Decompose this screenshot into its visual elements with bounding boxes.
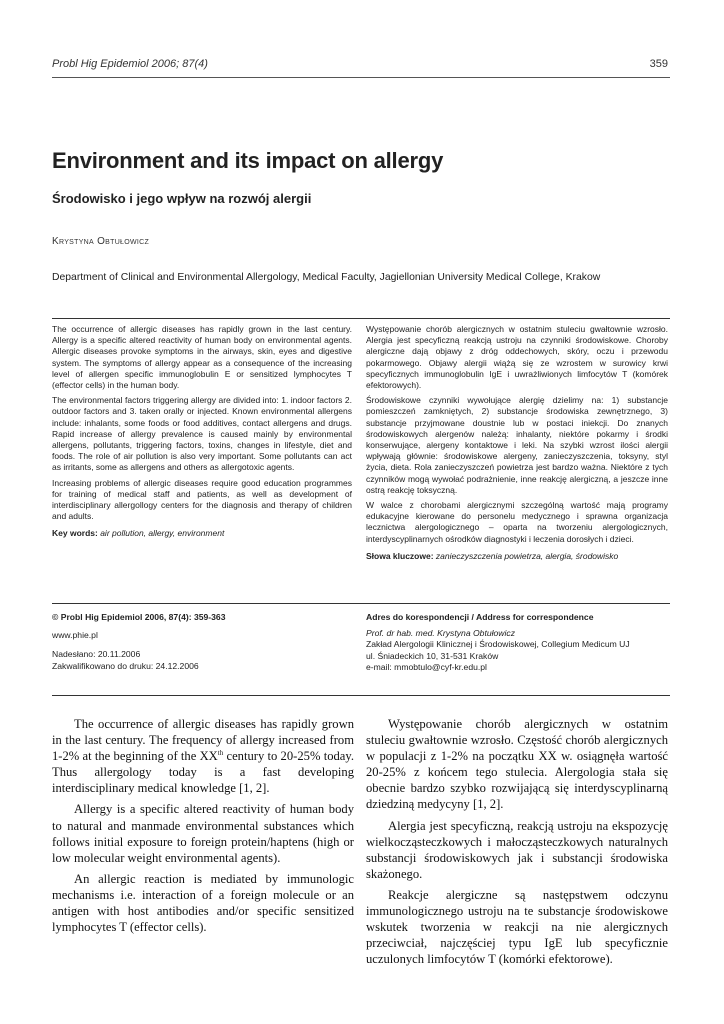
correspondence-street: ul. Śniadeckich 10, 31-531 Kraków (366, 650, 499, 661)
keywords-en-values: air pollution, allergy, environment (100, 528, 225, 539)
body-en-paragraph-2: Allergy is a specific altered reactivity of human body to natural and manmade environmental substances which follows initial exposure to foreign protein/haptens (high or low molecular weight environmental agents). (52, 802, 354, 865)
abstract-pl-paragraph-1: Występowanie chorób alergicznych w ostatnim stuleciu gwałtownie wzrosło. Alergia jest specyficzną reakcją ustroju na czynniki środowiskowe. Choroby alergiczne dają objawy z dróg oddechowych, skóry, oczu i przewodu pokarmowego. Objawy alergii wiążą się ze wzrostem w surowicy krwi specyficznych immunoglobulin IgE i uwrażliwionych limfocytów T (komórek efektorowych). (366, 324, 668, 391)
article-title: Environment and its impact on allergy (52, 148, 444, 173)
correspondence-heading: Adres do korespondencji / Address for correspondence (366, 612, 594, 622)
keywords-en (52, 528, 352, 539)
correspondence-email: e-mail: mmobtulo@cyf-kr.edu.pl (366, 662, 487, 672)
article-subtitle: Środowisko i jego wpływ na rozwój alergii (52, 191, 312, 206)
correspondence-institution: Zakład Alergologii Klinicznej i Środowiskowej, Collegium Medicum UJ (366, 639, 630, 649)
correspondence-block (366, 612, 668, 674)
citation-block (52, 612, 352, 672)
received-date: Nadesłano: 20.11.2006 (52, 649, 141, 659)
header-rule (52, 77, 670, 78)
body-english (52, 716, 354, 940)
superscript-th: th (217, 749, 224, 757)
abstract-en-paragraph-3: Increasing problems of allergic diseases require good education programmes for training of medical staff and patients, as well as development of interdisciplinary allergollogy centers for the diagnosis and therapy of children and adults. (52, 477, 352, 522)
abstract-english (52, 324, 352, 544)
journal-website: www.phie.pl (52, 629, 98, 640)
abstract-pl-paragraph-2: Środowiskowe czynniki wywołujące alergię dzielimy na: 1) substancje pomieszczeń zamkniętych, 2) substancje środowiska zewnętrznego, 3) substancje przyjmowane doustnie lub w postaci iniekcji. Do znanych środowiskowych alergenów należą: inhalanty, niektóre pokarmy i środki konserwujące, alergeny kontaktowe i leki. Na szybki wzrost ilości alergii wpływają głównie: środowiskowe alergeny, zanieczyszczenia, toksyny, styl życia, dieta. Rola zanieczyszczeń powietrza jest bardzo ważna. Niektóre z tych czynników mogą wywołać podrażnienie, inne reakcję alergiczną, a jeszcze inne ostrą reakcję toksyczną. (366, 395, 668, 495)
body-pl-paragraph-1: Występowanie chorób alergicznych w ostatnim stuleciu gwałtownie wzrosło. Częstość chorób alergicznych w populacji z 1-2% na początku XX w. osiągnęła wartość 20-25% z końcem tego stulecia. Alergologia stała się obecnie bardzo szybko rozwijającą się interdyscyplinarną dziedziną medycyny [1, 2]. (366, 717, 668, 812)
body-en-paragraph-3: An allergic reaction is mediated by immunologic mechanisms i.e. interaction of a foreign molecule or an antigen with host antibodies and/or specific sensitized lymphocytes T (effector cells). (52, 871, 354, 935)
citation-line: © Probl Hig Epidemiol 2006, 87(4): 359-363 (52, 612, 226, 622)
abstract-bottom-rule (52, 603, 670, 604)
meta-bottom-rule (52, 695, 670, 696)
body-pl-paragraph-3: Reakcje alergiczne są następstwem odczynu immunologicznego ustroju na te substancje środowiskowe wskutek tworzenia w reakcji na nie alergicznych przeciwciał, najczęściej typu IgE lub specyficznie uczulonych limfocytów T (komórki efektorowe). (366, 887, 668, 967)
abstract-polish (366, 324, 668, 566)
author-name: Krystyna Obtułowicz (52, 236, 150, 247)
body-pl-paragraph-2: Alergia jest specyficzną, reakcją ustroju na ekspozycję wielkocząsteczkowych i małocząsteczkowych naturalnych substancji środowiskowych jak i substancji środowiska skażonego. (366, 818, 668, 881)
keywords-en-label: Key words: (52, 528, 98, 539)
keywords-pl-label: Słowa kluczowe: (366, 550, 434, 561)
correspondence-name: Prof. dr hab. med. Krystyna Obtułowicz (366, 627, 516, 638)
journal-header: Probl Hig Epidemiol 2006; 87(4) (52, 58, 208, 70)
page-number: 359 (649, 58, 668, 70)
abstract-en-paragraph-1: The occurrence of allergic diseases has rapidly grown in the last century. Allergy is a specific altered reactivity of human body on environmental agents. Allergic diseases provoke symptoms in the airways, skin, eyes and digestive system. The symptoms of allergy appear as a consequence of the increasing level of allergen specific immunoglobulin E or sensitized lymphocytes T (effector cells) in the human body. (52, 324, 352, 391)
keywords-pl (366, 551, 668, 562)
keywords-pl-values: zanieczyszczenia powietrza, alergia, środowisko (435, 550, 619, 561)
abstract-top-rule (52, 318, 670, 319)
body-polish (366, 716, 668, 972)
author-affiliation: Department of Clinical and Environmental Allergology, Medical Faculty, Jagiellonian University Medical College, Krakow (52, 272, 601, 283)
body-en-paragraph-1: The occurrence of allergic diseases has rapidly grown in the last century. The frequency of allergy increased from 1-2% at the beginning of the XXth century to 20-25% today. Thus allergology today is a fast developing interdisciplinary medical knowledge [1, 2]. (52, 717, 355, 796)
accepted-date: Zakwalifikowano do druku: 24.12.2006 (52, 660, 199, 671)
abstract-en-paragraph-2: The environmental factors triggering allergy are divided into: 1. indoor factors 2. outdoor factors and 3. taken orally or injected. Known environmental allergens include: inhalants, some foods or food additives, contact allergens and drugs. Rapid increase of allergy prevalence is caused mainly by environmental allergens, pollutants, triggering factors, toxins, changes in lifestyle, diet and foods. The role of air pollution is also very important. Some pollutants can act as irritants, some as allergens and others as allergotoxic agents. (52, 395, 352, 473)
abstract-pl-paragraph-3: W walce z chorobami alergicznymi szczególną wartość mają programy edukacyjne kierowane do personelu medycznego i sprawna organizacja lecznictwa alergologicznego – oparta na tworzeniu alergologicznych, interdyscyplinarnych ośrodków diagnostyki i leczenia dorosłych i dzieci. (366, 500, 668, 544)
